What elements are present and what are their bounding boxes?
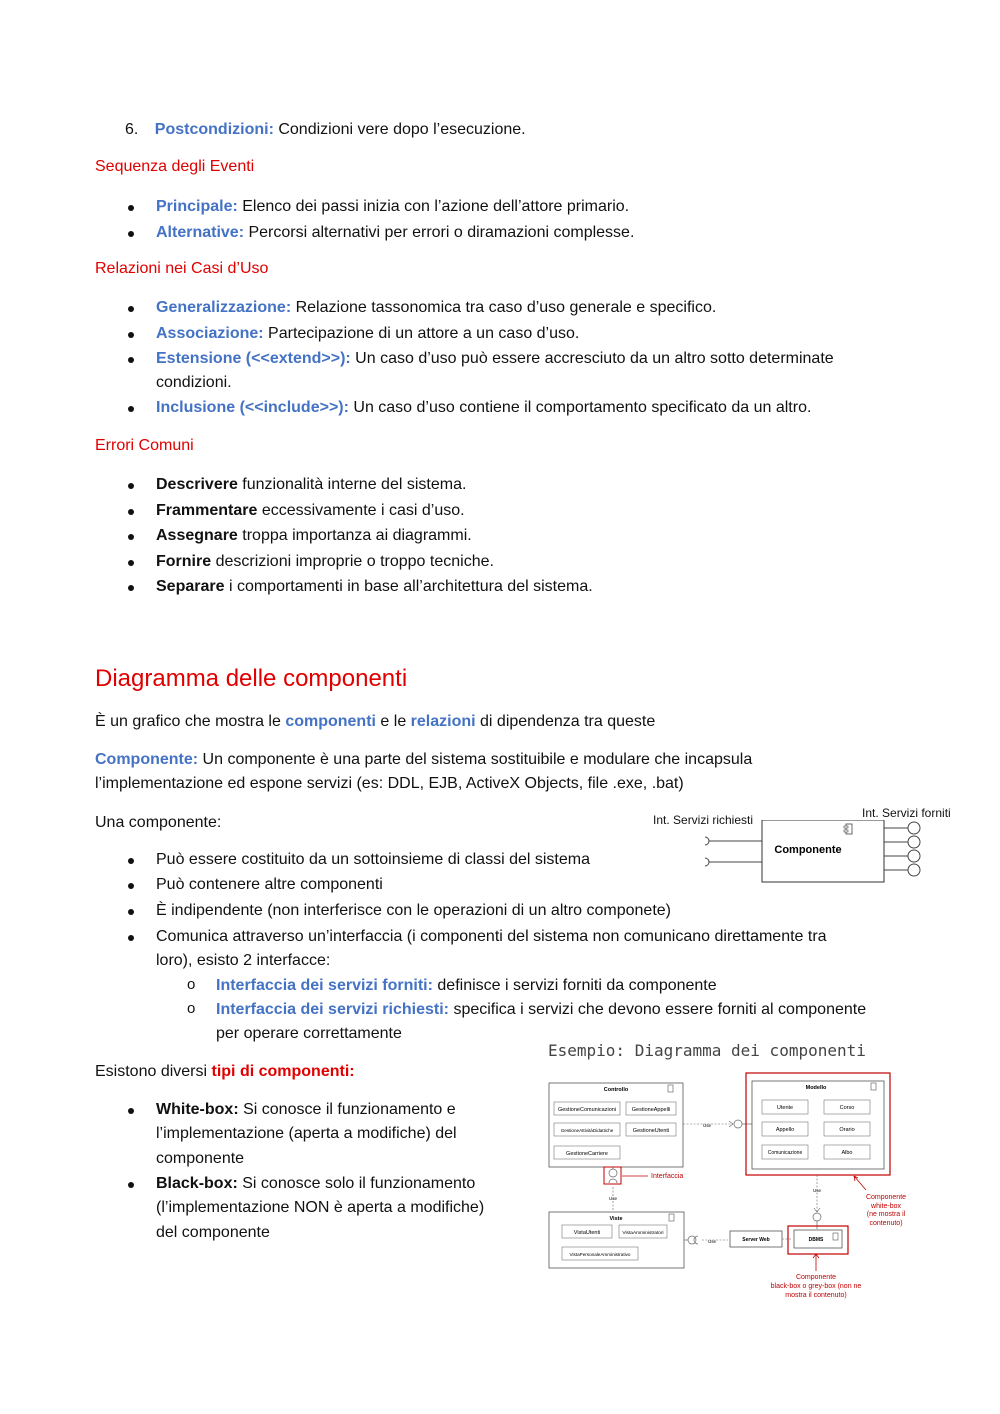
bullet [128, 357, 134, 363]
interface-lollipop [813, 1213, 821, 1221]
bullet [128, 332, 134, 338]
sub-list-item-continuation: per operare correttamente [216, 1025, 402, 1042]
appello: Appello [775, 1127, 795, 1133]
list-item: Estensione (<<extend>>): Un caso d’uso può essere accresciuto da un altro sotto determinate [156, 350, 834, 367]
interfaccia-label: Interfaccia [651, 1173, 684, 1180]
vista-personale-amministrativo: VistaPersonaleAmministrativo [569, 1252, 631, 1257]
list-item: White-box: Si conosce il funzionamento e [156, 1101, 456, 1118]
bullet [128, 205, 134, 211]
sub-list-item: Interfaccia dei servizi forniti: definisce i servizi forniti da componente [216, 977, 717, 994]
list-item: Assegnare troppa importanza ai diagrammi. [156, 527, 472, 544]
black-box-note: Componente [795, 1274, 837, 1281]
corso: Corso [839, 1105, 855, 1111]
bullet [128, 560, 134, 566]
bullet [128, 883, 134, 889]
list-item: Separare i comportamenti in base all’architettura del sistema. [156, 578, 593, 595]
use-label: Use [608, 1196, 618, 1201]
use-label: Use [707, 1239, 717, 1244]
white-box-note: white-box [871, 1203, 901, 1210]
list-item: Principale: Elenco dei passi inizia con l’azione dell’attore primario. [156, 198, 630, 215]
utente: Utente [776, 1105, 794, 1111]
list-item: Inclusione (<<include>>): Un caso d’uso contiene il comportamento specificato da un altro. [156, 399, 812, 416]
bullet [128, 483, 134, 489]
list-item: Descrivere funzionalità interne del sistema. [156, 476, 467, 493]
list-item: È indipendente (non interferisce con le operazioni di un altro componete) [156, 902, 671, 919]
gestione-comunicazioni: GestioneComunicazioni [557, 1107, 617, 1113]
section-title-sequenza: Sequenza degli Eventi [95, 158, 255, 175]
interface-lollipop [734, 1120, 742, 1128]
list-number: 6. [125, 121, 139, 138]
list-item-continuation: l’implementazione (aperta a modifiche) del [156, 1125, 457, 1142]
list-item: Comunica attraverso un’interfaccia (i componenti del sistema non comunicano direttamente tra [156, 928, 827, 945]
example-figure-title: Esempio: Diagramma dei componenti [548, 1041, 866, 1060]
controllo-label: Controllo [603, 1087, 629, 1093]
bullet [128, 406, 134, 412]
definition-continuation: l’implementazione ed espone servizi (es: DDL, EJB, ActiveX Objects, file .exe, .bat) [95, 775, 684, 792]
viste-label: Viste [609, 1216, 623, 1222]
sub-bullet: o [187, 976, 196, 993]
orario: Orario [839, 1127, 855, 1133]
list-item: Black-box: Si conosce solo il funzionamento [156, 1175, 476, 1192]
sub-bullet: o [187, 1000, 196, 1017]
modello-label: Modello [805, 1085, 827, 1091]
section-heading: Diagramma delle componenti [95, 665, 408, 692]
dbms-label: DBMS [808, 1237, 824, 1243]
example-component-diagram [540, 1066, 920, 1306]
list-item: Fornire descrizioni improprie o troppo tecniche. [156, 553, 494, 570]
bullet [128, 1108, 134, 1114]
component-diagram [700, 820, 930, 890]
white-box-note: Componente [865, 1194, 907, 1201]
list-item: Generalizzazione: Relazione tassonomica tra caso d’uso generale e specifico. [156, 299, 717, 316]
use-label: Use [812, 1188, 822, 1193]
black-box-note: mostra il contenuto) [785, 1292, 847, 1299]
provided-interfaces-label: Int. Servizi forniti [862, 806, 951, 820]
albo: Albo [841, 1150, 853, 1156]
bullet [128, 534, 134, 540]
server-web-label: Server Web [742, 1237, 770, 1243]
provided-interface-lollipops [884, 822, 920, 876]
gestione-appelli: GestioneAppelli [631, 1107, 671, 1113]
use-label: Use [702, 1123, 712, 1128]
list-item-continuation: del componente [156, 1224, 270, 1241]
list-item: Associazione: Partecipazione di un attore a un caso d’uso. [156, 325, 580, 342]
definition-line: Componente: Un componente è una parte del sistema sostituibile e modulare che incapsula [95, 751, 753, 768]
list-item-continuation: loro), esisto 2 interfacce: [156, 952, 331, 969]
list-item-continuation: componente [156, 1150, 245, 1167]
bullet [128, 858, 134, 864]
gestione-attivita-didattiche: GestioneAttivitàDidattiche [560, 1128, 614, 1133]
term-text: Condizioni vere dopo l’esecuzione. [273, 121, 526, 138]
required-interface-sockets [705, 837, 762, 866]
gestione-utenti: GestioneUtenti [632, 1128, 670, 1134]
bullet [128, 306, 134, 312]
bullet [128, 509, 134, 515]
bullet [128, 909, 134, 915]
white-box-note: contenuto) [869, 1220, 903, 1227]
interface-lollipop [609, 1169, 617, 1177]
bullet [128, 585, 134, 591]
list-item: Può essere costituito da un sottoinsieme di classi del sistema [156, 851, 590, 868]
section-title-relazioni: Relazioni nei Casi d’Uso [95, 260, 269, 277]
una-componente-label: Una componente: [95, 814, 222, 831]
black-box-note: black-box o grey-box (non ne [770, 1283, 862, 1290]
term-label: Postcondizioni: [154, 121, 274, 138]
list-item-continuation: (l’implementazione NON è aperta a modifiche) [156, 1199, 485, 1216]
white-box-pointer [854, 1176, 866, 1190]
component-name: Componente [774, 844, 842, 856]
list-item: Può contenere altre componenti [156, 876, 383, 893]
vista-amministratori: VistaAmministratori [622, 1231, 664, 1236]
white-box-note: (ne mostra il [866, 1211, 906, 1218]
bullet [128, 1182, 134, 1188]
required-interfaces-label: Int. Servizi richiesti [653, 813, 754, 827]
section-title-errori: Errori Comuni [95, 437, 194, 454]
list-item: Frammentare eccessivamente i casi d’uso. [156, 502, 465, 519]
list-item-continuation: condizioni. [156, 374, 232, 391]
sub-list-item: Interfaccia dei servizi richiesti: specifica i servizi che devono essere forniti al componente [216, 1001, 867, 1018]
tipi-line: Esistono diversi tipi di componenti: [95, 1063, 355, 1080]
gestione-carriere: GestioneCarriere [566, 1151, 608, 1157]
postcondition-line [125, 121, 526, 139]
bullet [128, 231, 134, 237]
comunicazione: Comunicazione [767, 1150, 803, 1156]
list-item: Alternative: Percorsi alternativi per errori o diramazioni complesse. [156, 224, 635, 241]
vista-utenti: VistaUtenti [573, 1230, 601, 1236]
bullet [128, 935, 134, 941]
intro-paragraph: È un grafico che mostra le componenti e le relazioni di dipendenza tra queste [95, 713, 656, 730]
